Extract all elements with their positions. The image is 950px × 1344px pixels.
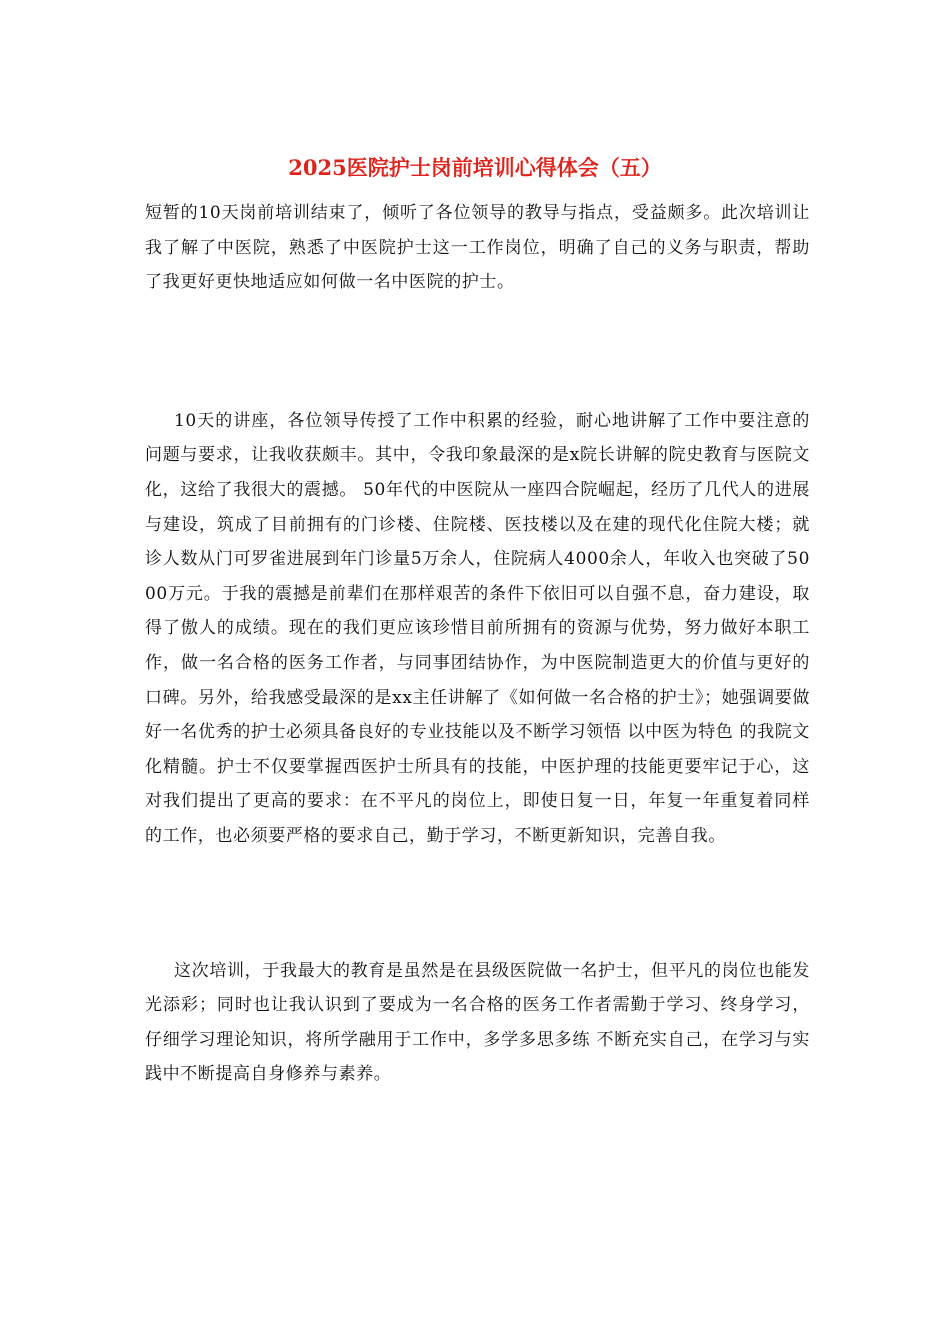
paragraph-spacer <box>145 300 810 404</box>
paragraph-conclusion: 这次培训，于我最大的教育是虽然是在县级医院做一名护士，但平凡的岗位也能发光添彩；同时也让我认识到了要成为一名合格的医务工作者需勤于学习、终身学习，仔细学习理论知识，将所学融用于工作中，多学多思多练 不断充实自己，在学习与实践中不断提高自身修养与素养。 <box>145 960 810 1085</box>
paragraph-intro: 短暂的10天岗前培训结束了，倾听了各位领导的教导与指点，受益颇多。此次培训让我了解了中医院，熟悉了中医院护士这一工作岗位，明确了自己的义务与职责，帮助了我更好更快地适应如何做一名中医院的护士。 <box>145 203 810 293</box>
document-title: 2025医院护士岗前培训心得体会（五） <box>288 155 662 180</box>
paragraph-lectures: 10天的讲座，各位领导传授了工作中积累的经验，耐心地讲解了工作中要注意的问题与要求，让我收获颇丰。其中，令我印象最深的是x院长讲解的院史教育与医院文化，这给了我很大的震撼。 50年代的中医院从一座四合院崛起，经历了几代人的进展与建设，筑成了目前拥有的门诊楼、住院楼、医技楼以及在建的现代化住院大楼；就诊人数从门可罗雀进展到年门诊量5万余人，住院病人4000余人，年收入也突破了5000万元。于我的震撼是前辈们在那样艰苦的条件下依旧可以自强不息，奋力建设，取得了傲人的成绩。现在的我们更应该珍惜目前所拥有的资源与优势，努力做好本职工作，做一名合格的医务工作者，与同事团结协作，为中医院制造更大的价值与更好的口碑。另外，给我感受最深的是xx主任讲解了《如何做一名合格的护士》；她强调要做好一名优秀的护士必须具备良好的专业技能以及不断学习领悟 以中医为特色 的我院文化精髓。护士不仅要掌握西医护士所具有的技能，中医护理的技能更要牢记于心，这对我们提出了更高的要求：在不平凡的岗位上，即使日复一日，年复一年重复着同样的工作，也必须要严格的要求自己，勤于学习，不断更新知识，完善自我。 <box>145 410 810 846</box>
paragraph-spacer <box>145 854 810 954</box>
document-body <box>145 196 810 1092</box>
